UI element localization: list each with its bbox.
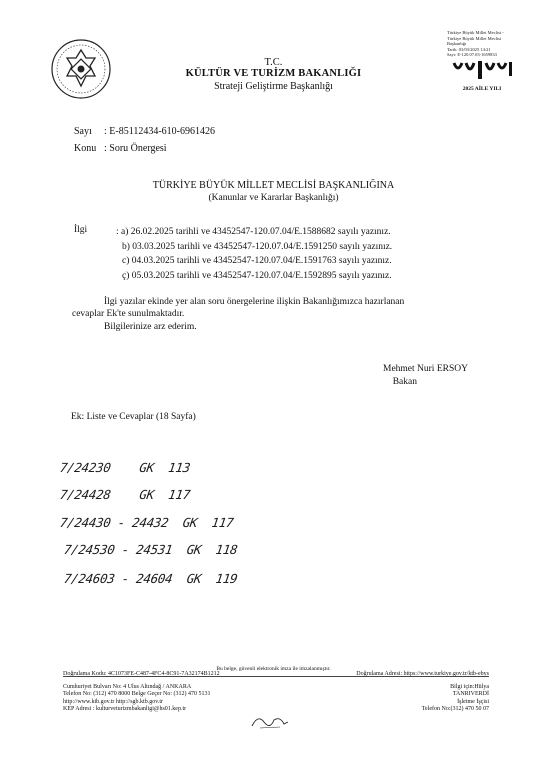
signatory-title: Bakan: [392, 377, 417, 387]
paraph-signature-icon: [250, 712, 290, 730]
header-ministry: KÜLTÜR VE TURİZM BAKANLIĞI: [185, 68, 362, 79]
konu-value: : Soru Önergesi: [104, 143, 167, 154]
footer-divider: [63, 676, 489, 677]
stamp-line: Türkiye Büyük Millet Meclisi: [447, 35, 502, 41]
handwritten-note: 7/24230 GK 113: [58, 460, 192, 475]
footer-info-surname: TANRIVERDİ: [452, 691, 489, 698]
ilgi-item: c) 04.03.2025 tarihli ve 43452547-120.07.04/E.1591763 sayılı yazınız.: [122, 256, 392, 266]
header-department: Strateji Geliştirme Başkanlığı: [214, 81, 333, 92]
footer-info-role: İşletme İşçisi: [457, 698, 489, 705]
footer-info-contact: Bilgi için:Hülya: [450, 684, 489, 690]
addressee-subtitle: (Kanunlar ve Kararlar Başkanlığı): [208, 193, 339, 203]
konu-row: [74, 143, 167, 154]
handwritten-note: 7/24428 GK 117: [58, 487, 192, 502]
ilgi-item: b) 03.03.2025 tarihli ve 43452547-120.07.04/E.1591250 sayılı yazınız.: [122, 241, 393, 252]
header-tc: T.C.: [264, 57, 283, 68]
footer-phone: Telefon No: (312) 470 8000 Belge Geçer No: (312) 470 5131: [63, 691, 211, 698]
e-signature-note: Bu belge, güvenli elektronik imza ile imzalanmıştır.: [216, 666, 331, 672]
ilgi-item: : a) 26.02.2025 tarihli ve 43452547-120.07.04/E.1588682 sayılı yazınız.: [116, 227, 391, 237]
body-closing: Bilgilerinize arz ederim.: [104, 322, 197, 332]
handwritten-note: 7/24430 - 24432 GK 117: [58, 515, 235, 530]
handwritten-note: 7/24603 - 24604 GK 119: [62, 571, 239, 586]
sayi-label: Sayı: [74, 126, 92, 137]
verification-code: Doğrulama Kodu: 4C1073FE-C487-4FC4-8C91-7A32174B1212: [63, 671, 220, 677]
ilgi-item: ç) 05.03.2025 tarihli ve 43452547-120.07.04/E.1592895 sayılı yazınız.: [122, 270, 392, 281]
konu-label: Konu: [74, 143, 97, 154]
sayi-row: [74, 126, 215, 137]
verification-address: Doğrulama Adresi: https://www.turkiye.gov.tr/ktb-ebys: [356, 671, 489, 677]
family-year-emblem-icon: [448, 59, 516, 83]
body-paragraph-end: cevaplar Ek'te sunulmaktadır.: [72, 308, 185, 319]
ilgi-label: İlgi: [74, 225, 88, 235]
footer-address: Cumhuriyet Bulvarı No: 4 Ulus Altındağ / ANKARA: [63, 684, 192, 690]
incoming-stamp: [447, 30, 519, 58]
sayi-value: : E-85112434-610-6961426: [104, 126, 216, 137]
stamp-line: Başkanlığı: [447, 41, 467, 47]
footer-info-phone: Telefon No:(312) 470 50 07: [421, 706, 489, 713]
footer-web-link[interactable]: http://www.ktb.gov.tr http://sgb.ktb.gov.tr: [63, 698, 163, 705]
footer-kep: KEP Adresi : kulturveturizmbakanligi@hs01.kep.tr: [63, 706, 187, 713]
addressee-title: TÜRKİYE BÜYÜK MİLLET MECLİSİ BAŞKANLIĞINA: [152, 180, 395, 191]
attachments-line: Ek: Liste ve Cevaplar (18 Sayfa): [71, 412, 196, 422]
signatory-name: Mehmet Nuri ERSOY: [383, 364, 468, 374]
body-paragraph-start: İlgi yazılar ekinde yer alan soru önergelerine ilişkin Bakanlığımızca hazırlanan: [104, 297, 405, 307]
handwritten-note: 7/24530 - 24531 GK 118: [62, 542, 239, 557]
footer-contact-right: [0, 684, 489, 714]
family-year-label: 2025 AİLE YILI: [462, 86, 502, 92]
stamp-line: Türkiye Büyük Millet Meclisi -: [447, 30, 504, 35]
ilgi-list: [116, 225, 392, 283]
stamp-line: Sayı: E-120.07.03-1659833: [447, 52, 497, 58]
stamp-line: Tarih: 03/03/2025 14:21: [447, 46, 491, 52]
